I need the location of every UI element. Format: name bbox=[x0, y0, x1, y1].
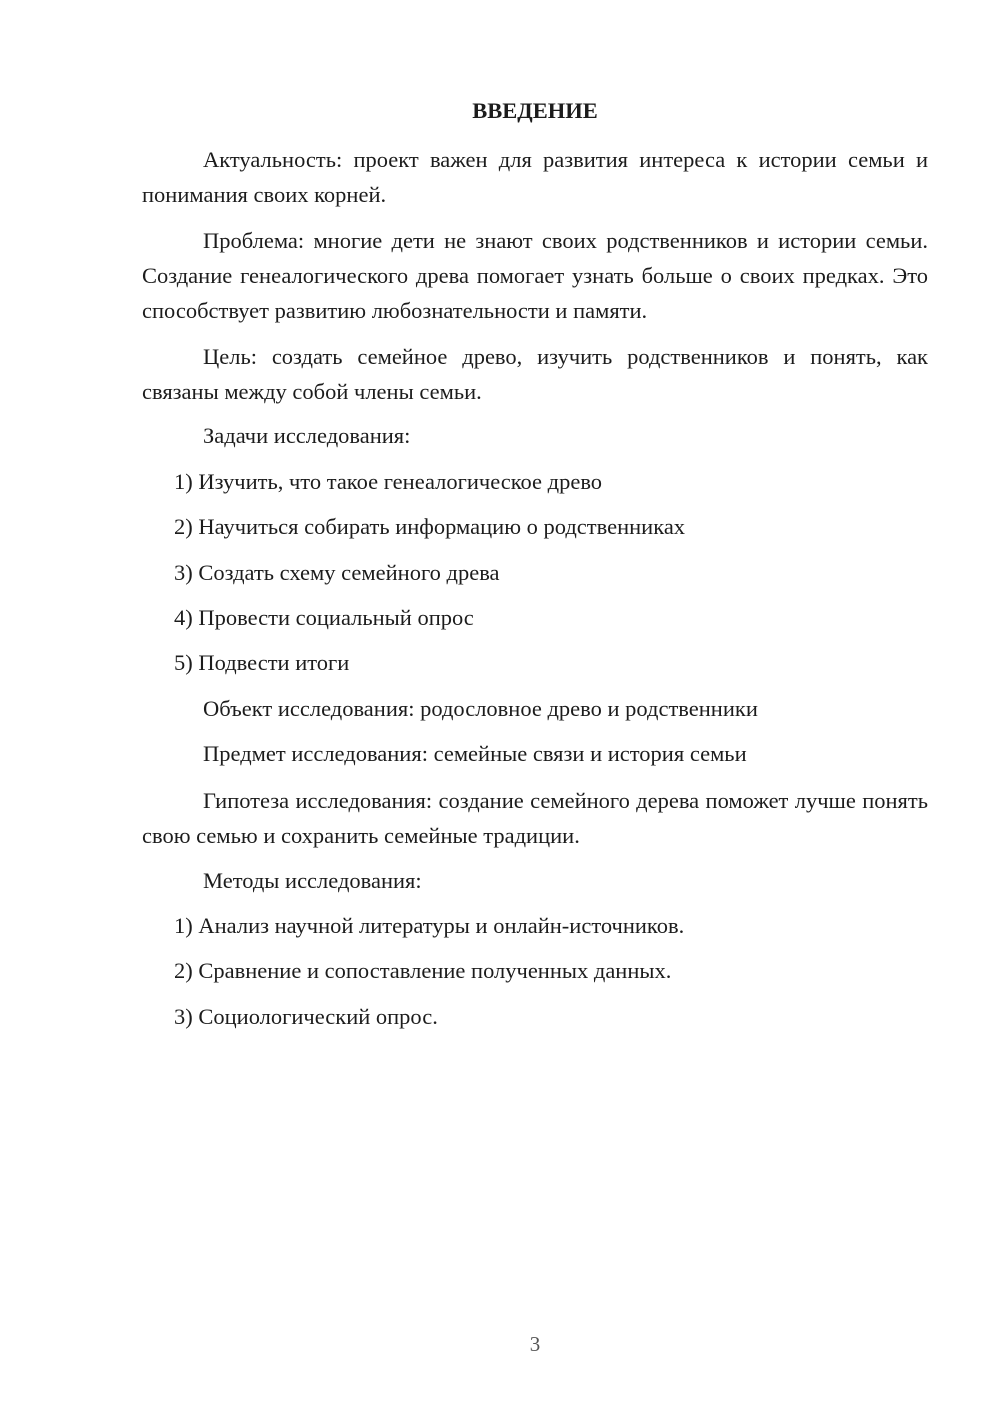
hypothesis-paragraph: Гипотеза исследования: создание семейного дерева поможет лучше понять свою семью и сохранить семейные традиции. bbox=[142, 788, 928, 848]
task-item: 3) Создать схему семейного древа bbox=[174, 560, 500, 585]
task-item: 5) Подвести итоги bbox=[174, 650, 350, 675]
goal-paragraph: Цель: создать семейное древо, изучить родственников и понять, как связаны между собой члены семьи. bbox=[142, 344, 928, 404]
page-number: 3 bbox=[529, 1332, 541, 1356]
task-item: 4) Провести социальный опрос bbox=[174, 605, 474, 630]
object-line: Объект исследования: родословное древо и родственники bbox=[203, 696, 758, 721]
method-item: 2) Сравнение и сопоставление полученных данных. bbox=[174, 958, 672, 983]
section-title: ВВЕДЕНИЕ bbox=[472, 98, 598, 123]
task-item: 1) Изучить, что такое генеалогическое древо bbox=[174, 469, 603, 494]
method-item: 3) Социологический опрос. bbox=[174, 1004, 438, 1029]
tasks-heading: Задачи исследования: bbox=[203, 423, 411, 448]
relevance-paragraph: Актуальность: проект важен для развития интереса к истории семьи и понимания своих корней. bbox=[142, 147, 928, 207]
problem-paragraph: Проблема: многие дети не знают своих родственников и истории семьи. Создание генеалогического древа помогает узнать больше о своих предках. Это способствует развитию любознательности и памяти. bbox=[142, 228, 928, 323]
method-item: 1) Анализ научной литературы и онлайн-источников. bbox=[174, 913, 685, 938]
methods-heading: Методы исследования: bbox=[203, 868, 422, 893]
subject-line: Предмет исследования: семейные связи и история семьи bbox=[203, 741, 747, 766]
task-item: 2) Научиться собирать информацию о родственниках bbox=[174, 514, 686, 539]
